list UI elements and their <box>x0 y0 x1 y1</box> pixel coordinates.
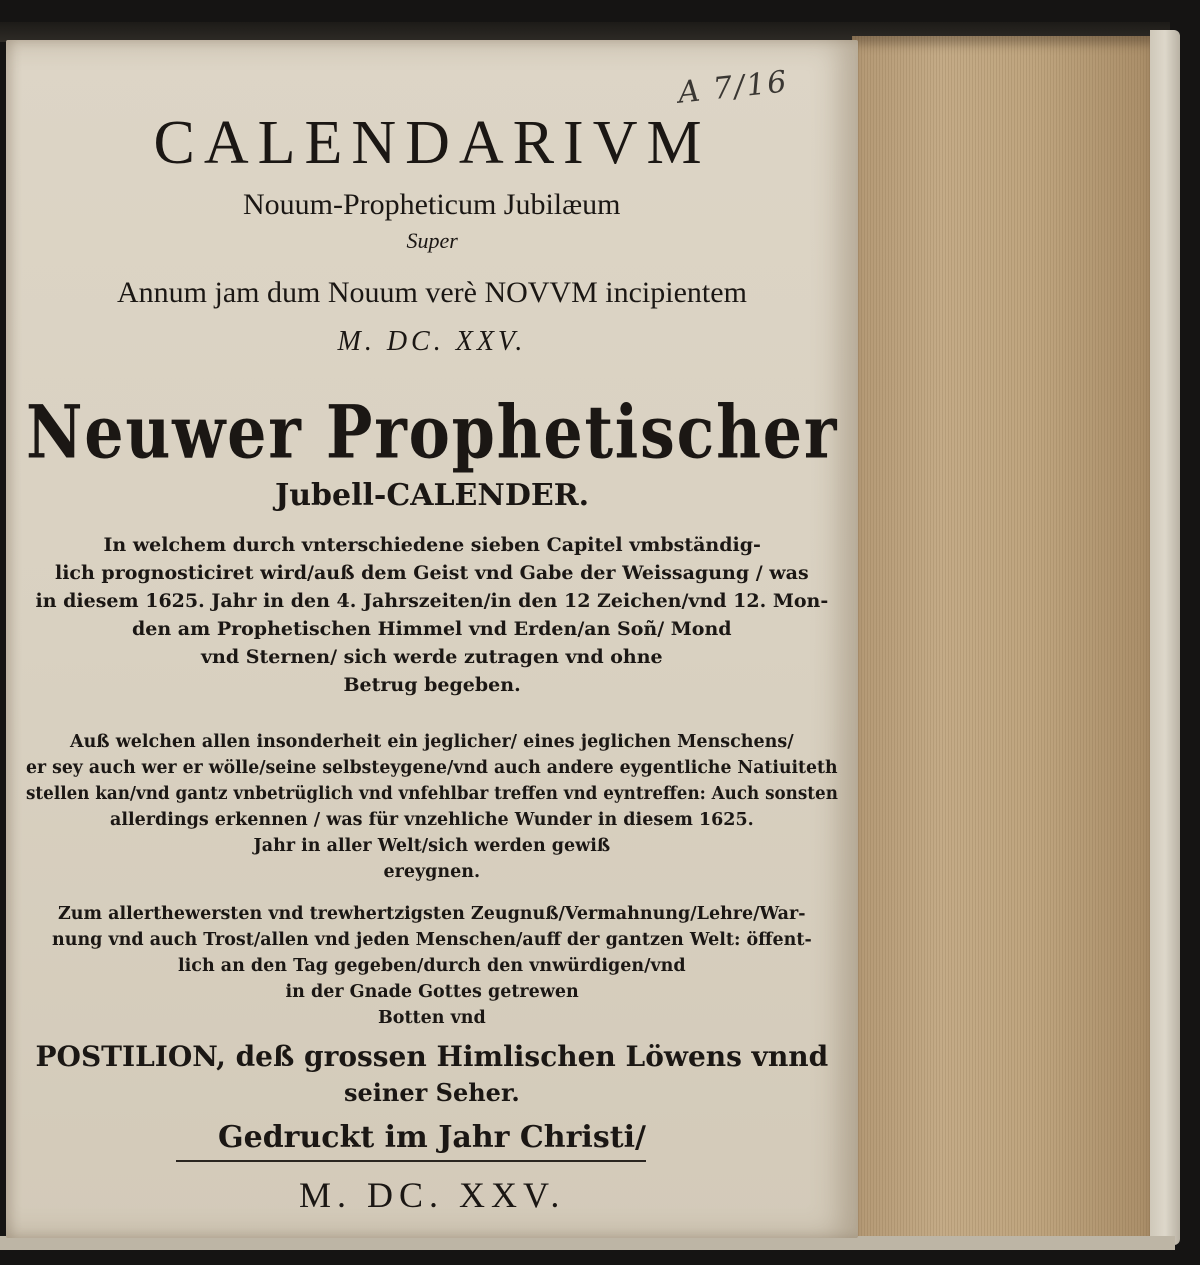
paragraph1-line: Betrug begeben. <box>343 674 521 696</box>
vellum-cover-edge <box>1150 30 1180 1245</box>
paragraph2-line: ereygnen. <box>383 862 481 882</box>
paragraph3-line: nung vnd auch Trost/allen vnd jeden Menschen/auff der gantzen Welt: öffent- <box>52 930 812 950</box>
handwritten-shelfmark: A 7/16 <box>676 64 791 111</box>
paragraph2-line: allerdings erkennen / was für vnzehliche Wunder in diesem 1625. <box>110 810 754 830</box>
paragraph2-line: stellen kan/vnd gantz vnbetrüglich vnd vnfehlbar treffen vnd eyntreffen: Auch sonsten <box>26 784 838 804</box>
paragraph3-line: lich an den Tag gegeben/durch den vnwürdigen/vnd <box>178 956 686 976</box>
title-year: M. DC. XXV. <box>337 326 527 357</box>
paragraph1-line: vnd Sternen/ sich werde zutragen vnd ohne <box>201 646 663 668</box>
paragraph3-line: in der Gnade Gottes getrewen <box>285 982 579 1002</box>
paragraph1-line: den am Prophetischen Himmel vnd Erden/an Soñ/ Mond <box>132 618 732 640</box>
paragraph2-line: Auß welchen allen insonderheit ein jeglicher/ eines jeglichen Menschens/ <box>70 732 794 752</box>
title-calendarium: CALENDARIVM <box>153 109 711 177</box>
paragraph2-line: Jahr in aller Welt/sich werden gewiß <box>253 836 611 856</box>
title-nouum-propheticum: Nouum-Propheticum Jubilæum <box>243 188 621 221</box>
paragraph2-line: er sey auch wer er wölle/seine selbsteygene/vnd auch andere eygentliche Natiuiteth <box>26 758 838 778</box>
imprint-rule <box>176 1160 646 1162</box>
seiner-seher-line: seiner Seher. <box>344 1078 520 1107</box>
paragraph3-line: Botten vnd <box>378 1008 486 1028</box>
title-neuwer-prophetischer: Neuwer Prophetischer <box>26 388 839 476</box>
paragraph1-line: In welchem durch vnterschiedene sieben Capitel vmbständig- <box>103 534 761 556</box>
paragraph1-line: lich prognosticiret wird/auß dem Geist vnd Gabe der Weissagung / was <box>55 562 809 584</box>
page-fore-edge <box>852 36 1154 1238</box>
title-page <box>6 40 858 1238</box>
paragraph1-line: in diesem 1625. Jahr in den 4. Jahrszeiten/in den 12 Zeichen/vnd 12. Mon- <box>35 590 829 612</box>
title-annum: Annum jam dum Nouum verè NOVVM incipientem <box>117 276 747 309</box>
cover-bottom-edge <box>0 1236 1175 1250</box>
postilion-line: POSTILION, deß grossen Himlischen Löwens vnnd <box>35 1040 829 1073</box>
paragraph3-line: Zum allerthewersten vnd trewhertzigsten Zeugnuß/Vermahnung/Lehre/War- <box>58 904 806 924</box>
imprint-line: Gedruckt im Jahr Christi/ <box>218 1120 646 1155</box>
imprint-year: M. DC. XXV. <box>299 1175 566 1215</box>
title-super: Super <box>406 228 458 253</box>
title-jubell-calender: Jubell-CALENDER. <box>275 478 590 513</box>
